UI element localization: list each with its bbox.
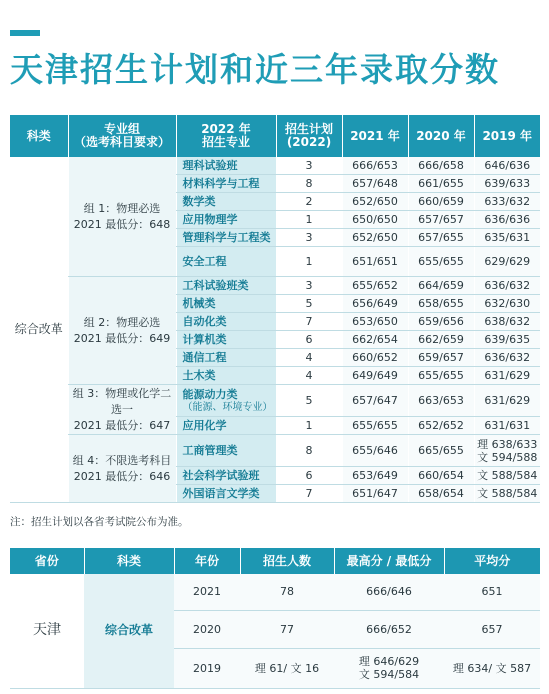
score-2019-cell: 631/631	[474, 417, 540, 435]
major-cell: 社会科学试验班	[176, 467, 276, 485]
score-2019-cell: 646/636	[474, 157, 540, 175]
table-row	[10, 277, 540, 295]
table-header-row	[10, 115, 540, 157]
score-2021-cell: 653/650	[342, 313, 408, 331]
header-2019: 2019 年	[474, 115, 540, 157]
plan-cell: 6	[276, 331, 342, 349]
page-title: 天津招生计划和近三年录取分数	[10, 50, 500, 89]
plan-cell: 6	[276, 467, 342, 485]
plan-cell: 5	[276, 385, 342, 417]
group-4-cell: 组 4：不限选考科目 2021 最低分：646	[68, 435, 176, 503]
score-2021-cell: 656/649	[342, 295, 408, 313]
score-2020-cell: 657/655	[408, 229, 474, 247]
score-2020-cell: 655/655	[408, 247, 474, 277]
score-2020-cell: 664/659	[408, 277, 474, 295]
score-2021-cell: 657/647	[342, 385, 408, 417]
score-2019-cell: 635/631	[474, 229, 540, 247]
score-2021-cell: 657/648	[342, 175, 408, 193]
score-2021-cell: 649/649	[342, 367, 408, 385]
score-2020-cell: 652/652	[408, 417, 474, 435]
maxmin-cell: 理 646/629 文 594/584	[334, 648, 444, 688]
score-2019-cell: 633/632	[474, 193, 540, 211]
major-cell: 土木类	[176, 367, 276, 385]
header-major: 2022 年 招生专业	[176, 115, 276, 157]
score-2019-cell: 636/636	[474, 211, 540, 229]
score-2019-cell: 631/629	[474, 367, 540, 385]
header-kelei: 科类	[10, 115, 68, 157]
avg-cell: 理 634/ 文 587	[444, 648, 540, 688]
plan-cell: 1	[276, 211, 342, 229]
major-cell: 机械类	[176, 295, 276, 313]
header-2020: 2020 年	[408, 115, 474, 157]
score-2021-cell: 655/646	[342, 435, 408, 467]
score-2019-cell: 631/629	[474, 385, 540, 417]
major-cell: 通信工程	[176, 349, 276, 367]
plan-cell: 1	[276, 247, 342, 277]
header-count: 招生人数	[240, 548, 334, 574]
kelei-cell: 综合改革	[84, 574, 174, 688]
title-accent-bar	[10, 30, 40, 36]
score-2020-cell: 663/653	[408, 385, 474, 417]
score-2019-cell: 文 588/584	[474, 467, 540, 485]
admission-plan-table	[10, 115, 540, 503]
table-header-row	[10, 548, 540, 574]
plan-cell: 3	[276, 157, 342, 175]
score-2019-cell: 636/632	[474, 349, 540, 367]
admission-summary-table	[10, 548, 540, 689]
plan-cell: 1	[276, 417, 342, 435]
count-cell: 78	[240, 574, 334, 610]
plan-cell: 3	[276, 229, 342, 247]
major-cell: 能源动力类 （能源、环境专业）	[176, 385, 276, 417]
maxmin-cell: 666/652	[334, 610, 444, 648]
score-2019-cell: 理 638/633 文 594/588	[474, 435, 540, 467]
score-2020-cell: 657/657	[408, 211, 474, 229]
group-2-cell: 组 2：物理必选 2021 最低分：649	[68, 277, 176, 385]
score-2021-cell: 655/652	[342, 277, 408, 295]
table-row	[10, 157, 540, 175]
score-2020-cell: 662/659	[408, 331, 474, 349]
score-2020-cell: 658/655	[408, 295, 474, 313]
header-maxmin: 最高分 / 最低分	[334, 548, 444, 574]
score-2019-cell: 638/632	[474, 313, 540, 331]
score-2021-cell: 650/650	[342, 211, 408, 229]
score-2020-cell: 659/657	[408, 349, 474, 367]
group-3-cell: 组 3：物理或化学二选一 2021 最低分：647	[68, 385, 176, 435]
count-cell: 理 61/ 文 16	[240, 648, 334, 688]
plan-cell: 3	[276, 277, 342, 295]
score-2019-cell: 639/633	[474, 175, 540, 193]
score-2019-cell: 629/629	[474, 247, 540, 277]
major-cell: 工商管理类	[176, 435, 276, 467]
major-cell: 理科试验班	[176, 157, 276, 175]
group-1-cell: 组 1：物理必选 2021 最低分：648	[68, 157, 176, 277]
score-2020-cell: 660/654	[408, 467, 474, 485]
score-2019-cell: 639/635	[474, 331, 540, 349]
header-group: 专业组 （选考科目要求）	[68, 115, 176, 157]
major-cell: 应用物理学	[176, 211, 276, 229]
table-row	[10, 435, 540, 467]
header-plan: 招生计划 (2022)	[276, 115, 342, 157]
table-row	[10, 385, 540, 417]
score-2021-cell: 651/651	[342, 247, 408, 277]
plan-cell: 7	[276, 485, 342, 503]
major-cell: 计算机类	[176, 331, 276, 349]
maxmin-cell: 666/646	[334, 574, 444, 610]
score-2019-cell: 636/632	[474, 277, 540, 295]
header-avg: 平均分	[444, 548, 540, 574]
plan-cell: 4	[276, 367, 342, 385]
score-2021-cell: 652/650	[342, 229, 408, 247]
major-cell: 材料科学与工程	[176, 175, 276, 193]
plan-cell: 8	[276, 435, 342, 467]
score-2021-cell: 662/654	[342, 331, 408, 349]
major-cell: 数学类	[176, 193, 276, 211]
avg-cell: 651	[444, 574, 540, 610]
province-cell: 天津	[10, 574, 84, 688]
major-cell: 安全工程	[176, 247, 276, 277]
score-2021-cell: 666/653	[342, 157, 408, 175]
header-2021: 2021 年	[342, 115, 408, 157]
score-2021-cell: 651/647	[342, 485, 408, 503]
plan-cell: 4	[276, 349, 342, 367]
score-2020-cell: 665/655	[408, 435, 474, 467]
score-2021-cell: 652/650	[342, 193, 408, 211]
score-2019-cell: 632/630	[474, 295, 540, 313]
major-cell: 应用化学	[176, 417, 276, 435]
major-cell: 外国语言文学类	[176, 485, 276, 503]
score-2021-cell: 655/655	[342, 417, 408, 435]
major-cell: 自动化类	[176, 313, 276, 331]
count-cell: 77	[240, 610, 334, 648]
score-2021-cell: 653/649	[342, 467, 408, 485]
plan-cell: 5	[276, 295, 342, 313]
header-kelei: 科类	[84, 548, 174, 574]
footnote: 注：招生计划以各省考试院公布为准。	[10, 516, 189, 528]
year-cell: 2019	[174, 648, 240, 688]
plan-cell: 8	[276, 175, 342, 193]
score-2020-cell: 658/654	[408, 485, 474, 503]
kelei-cell: 综合改革	[10, 157, 68, 503]
score-2019-cell: 文 588/584	[474, 485, 540, 503]
year-cell: 2020	[174, 610, 240, 648]
major-cell: 工科试验班类	[176, 277, 276, 295]
header-year: 年份	[174, 548, 240, 574]
plan-cell: 7	[276, 313, 342, 331]
score-2021-cell: 660/652	[342, 349, 408, 367]
plan-cell: 2	[276, 193, 342, 211]
score-2020-cell: 655/655	[408, 367, 474, 385]
avg-cell: 657	[444, 610, 540, 648]
major-cell: 管理科学与工程类	[176, 229, 276, 247]
score-2020-cell: 666/658	[408, 157, 474, 175]
year-cell: 2021	[174, 574, 240, 610]
header-province: 省份	[10, 548, 84, 574]
score-2020-cell: 659/656	[408, 313, 474, 331]
major-subtitle: （能源、环境专业）	[182, 401, 273, 413]
score-2020-cell: 661/655	[408, 175, 474, 193]
score-2020-cell: 660/659	[408, 193, 474, 211]
table-row	[10, 574, 540, 610]
